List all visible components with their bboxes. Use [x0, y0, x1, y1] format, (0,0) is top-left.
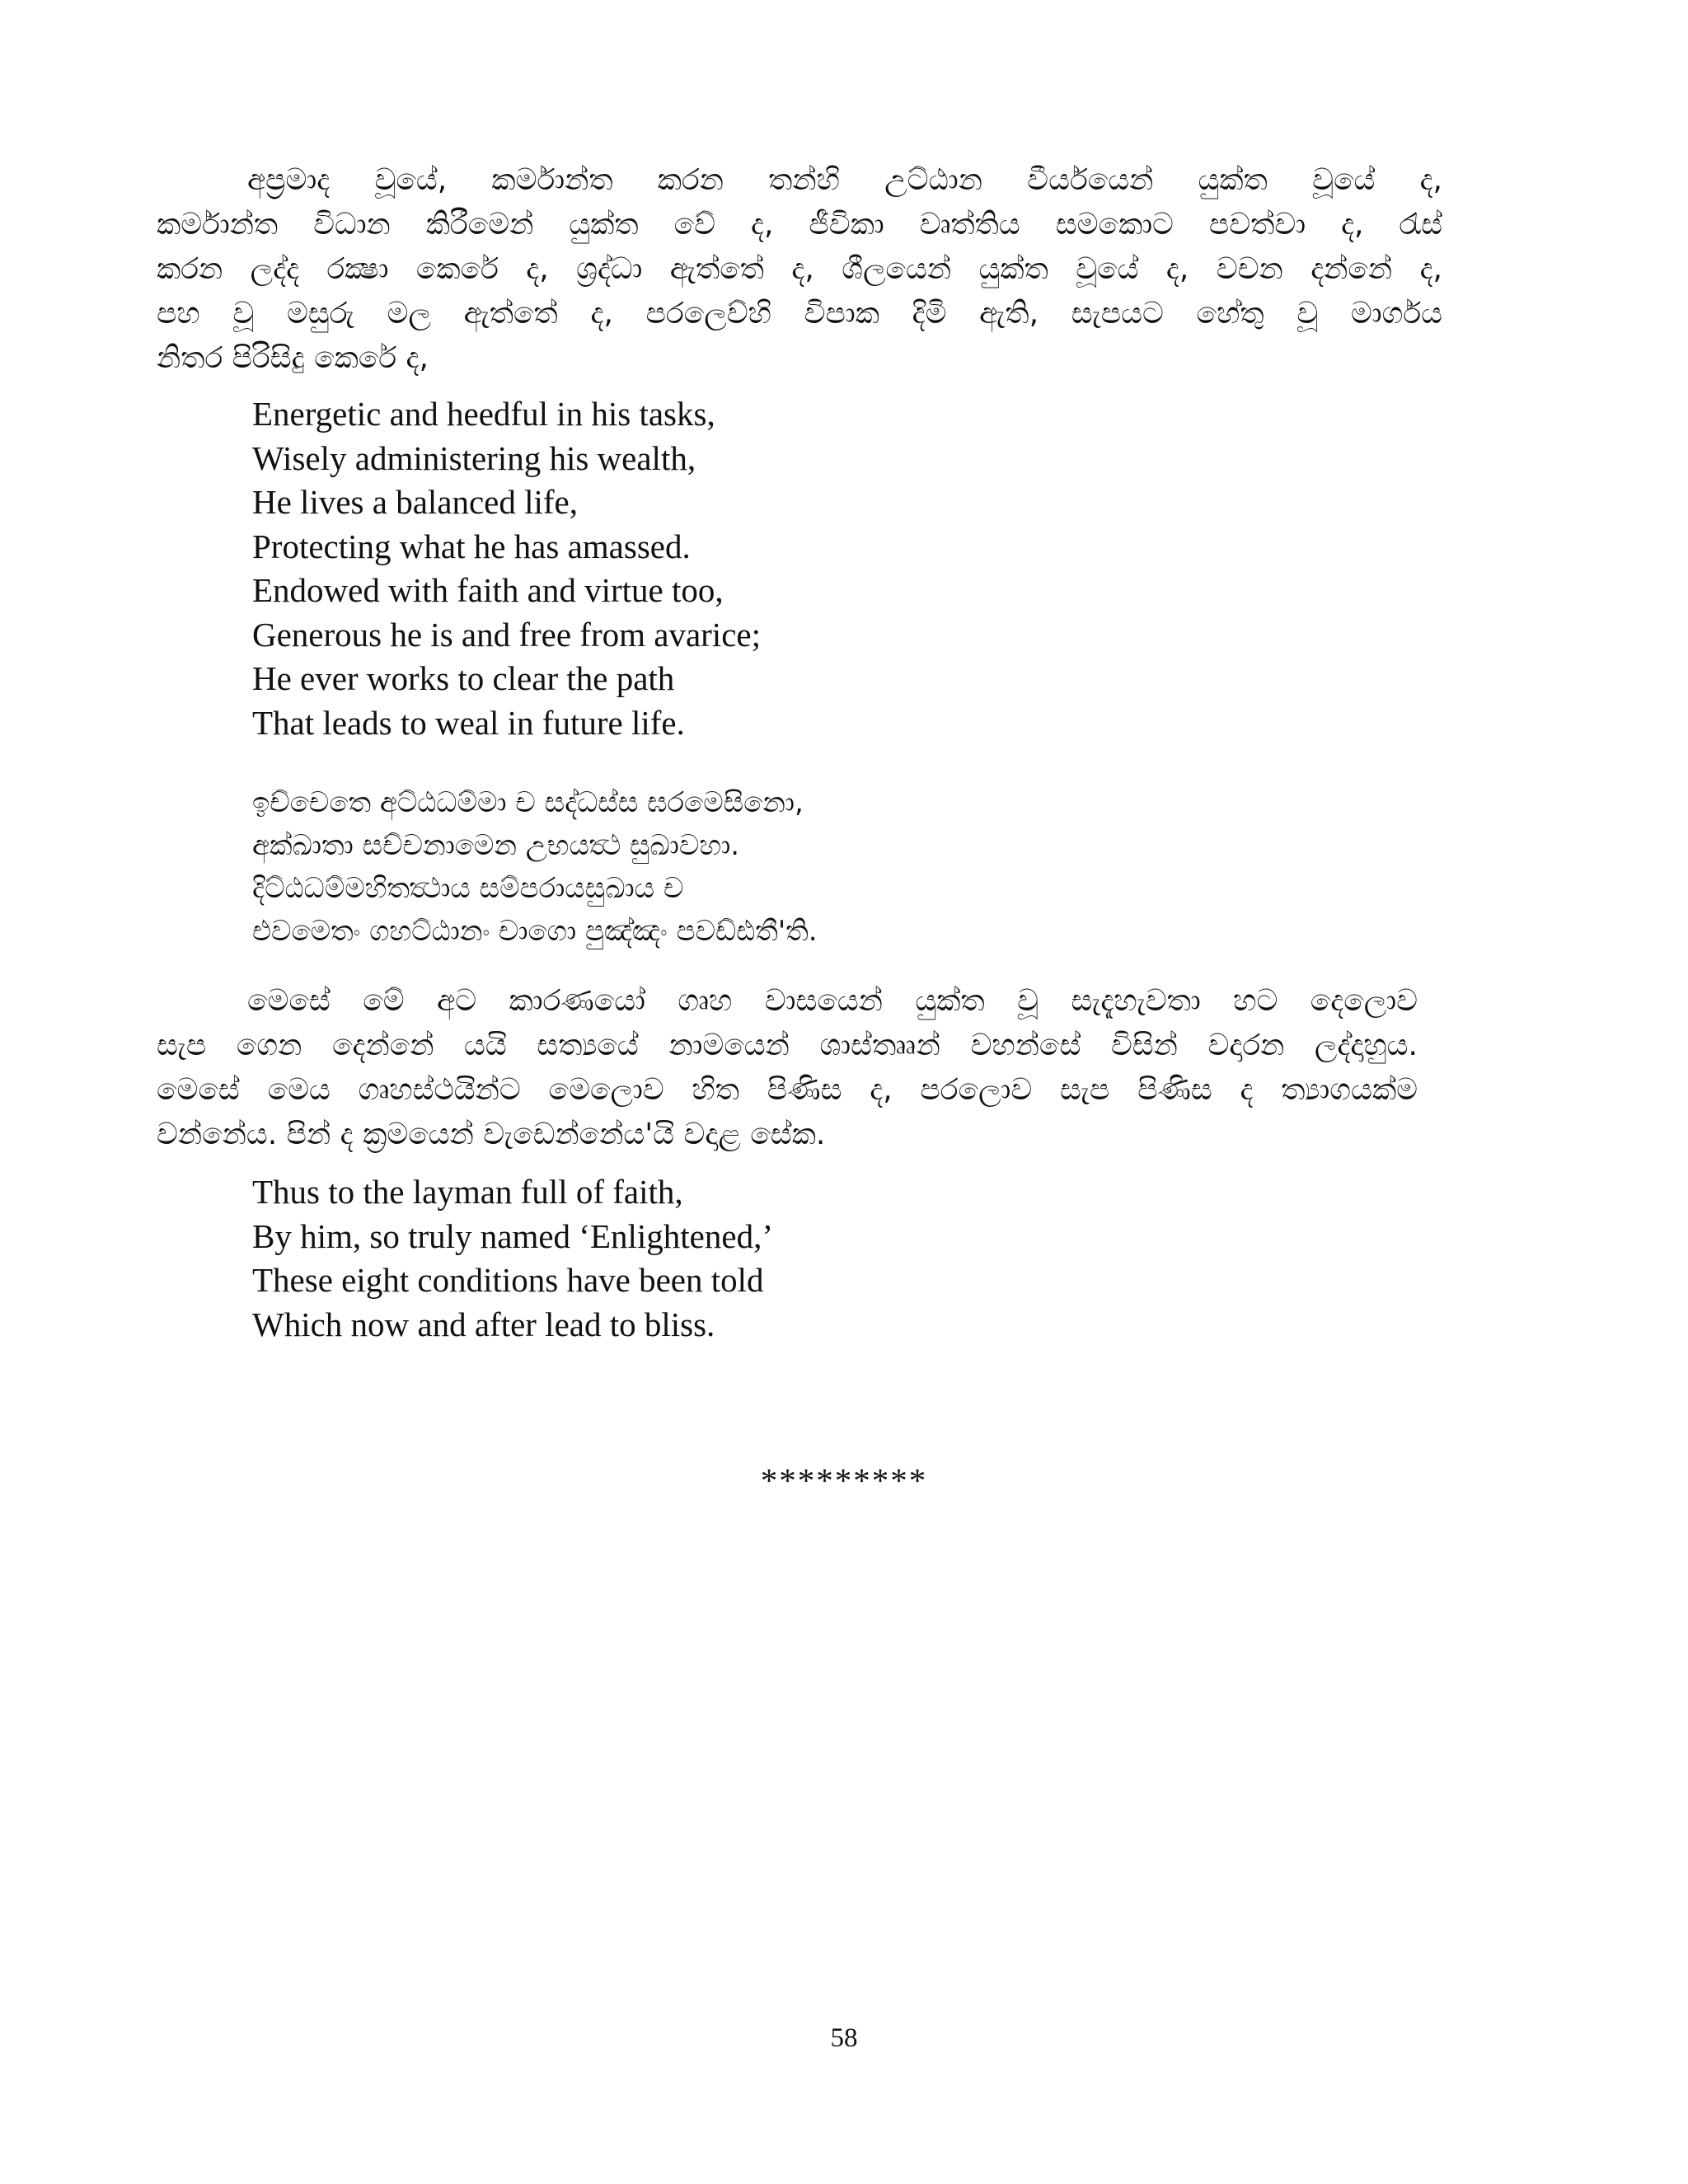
verse-line: Which now and after lead to bliss.	[252, 1305, 715, 1343]
paragraph-line: පහ වූ මසුරු මල ඇත්තේ ද, පරලෙව්හි විපාක දිමි ඇති, සැපයට හේතු වූ මාර්ගය	[157, 297, 1442, 330]
paragraph-line: කරන ලද්ද රක්‍ෂා කෙරේ ද, ශ්‍රද්ධා ඇත්තේ ද, ශීලයෙන් යුක්ත වූයේ ද, වචන දන්නේ ද,	[157, 252, 1442, 286]
verse-line: එවමෙතං ගහට්ඨානං චාගො පුඤ්ඤං පවඩ්ඪතී'ති.	[252, 915, 818, 948]
paragraph-line: අප්‍රමාද වූයේ, කර්මාන්ත කරන තන්හි උට්ඨාන වීර්යයෙන් යුක්ත වූයේ ද,	[247, 163, 1442, 197]
verse-line: Generous he is and free from avarice;	[252, 615, 761, 654]
verse-line: These eight conditions have been told	[252, 1261, 764, 1299]
sinhala-paragraph-1	[157, 158, 1442, 381]
verse-line: By him, so truly named ‘Enlightened,’	[252, 1216, 773, 1255]
verse-line: Wisely administering his wealth,	[252, 438, 696, 477]
pali-verse	[252, 781, 818, 953]
english-verse-1	[252, 392, 761, 745]
verse-line: That leads to weal in future life.	[252, 703, 685, 742]
verse-line: දිට්ඨධම්මහිතත්‍ථාය සම්පරායසුඛාය ච	[252, 872, 684, 905]
verse-line: Energetic and heedful in his tasks,	[252, 395, 715, 433]
paragraph-line: සැප ගෙන දෙන්නේ යයි සත්‍යයේ නාමයෙන් ශාස්තෲන් වහන්සේ විසින් වදාරන ලද්දාහුය.	[157, 1029, 1418, 1062]
verse-line: Thus to the layman full of faith,	[252, 1173, 683, 1211]
verse-line: He ever works to clear the path	[252, 659, 675, 697]
verse-line: ඉච්චෙතෙ අට්ඨධම්මා ච සද්ධස්ස ඝරමෙසිනො,	[252, 786, 804, 819]
page-number: 58	[830, 2023, 858, 2053]
paragraph-line: මෙසේ මෙය ගෘහස්ථයින්ට මෙලොව හිත පිණිස ද, පරලොව සැප පිණිස ද ත්‍යාගයක්ම	[157, 1073, 1418, 1107]
verse-line: He lives a balanced life,	[252, 483, 579, 521]
verse-line: අක්ඛාතා සච්චනාමෙන උභයත්‍ථ සුඛාවහා.	[252, 829, 740, 862]
paragraph-line: නිතර පිරිසිදු කෙරේ ද,	[157, 341, 429, 375]
verse-line: Protecting what he has amassed.	[252, 527, 691, 565]
paragraph-line: මෙසේ මේ අට කාරණයෝ ගෘහ වාසයෙන් යුක්ත වූ සැදැහැවතා හට දෙලොව	[247, 984, 1418, 1018]
paragraph-line: වන්නේය. පින් ද ක්‍රමයෙන් වැඩෙන්නේය'යි වදාළ සේක.	[157, 1118, 826, 1151]
sinhala-paragraph-2	[157, 979, 1418, 1157]
section-separator: *********	[760, 1461, 928, 1499]
verse-line: Endowed with faith and virtue too,	[252, 571, 724, 609]
english-verse-2	[252, 1170, 773, 1347]
paragraph-line: කර්මාන්ත විධාන කිරීමෙන් යුක්ත වේ ද, ජීවිකා වෘත්තිය සමකොට පවත්වා ද, රැස්	[157, 208, 1442, 241]
